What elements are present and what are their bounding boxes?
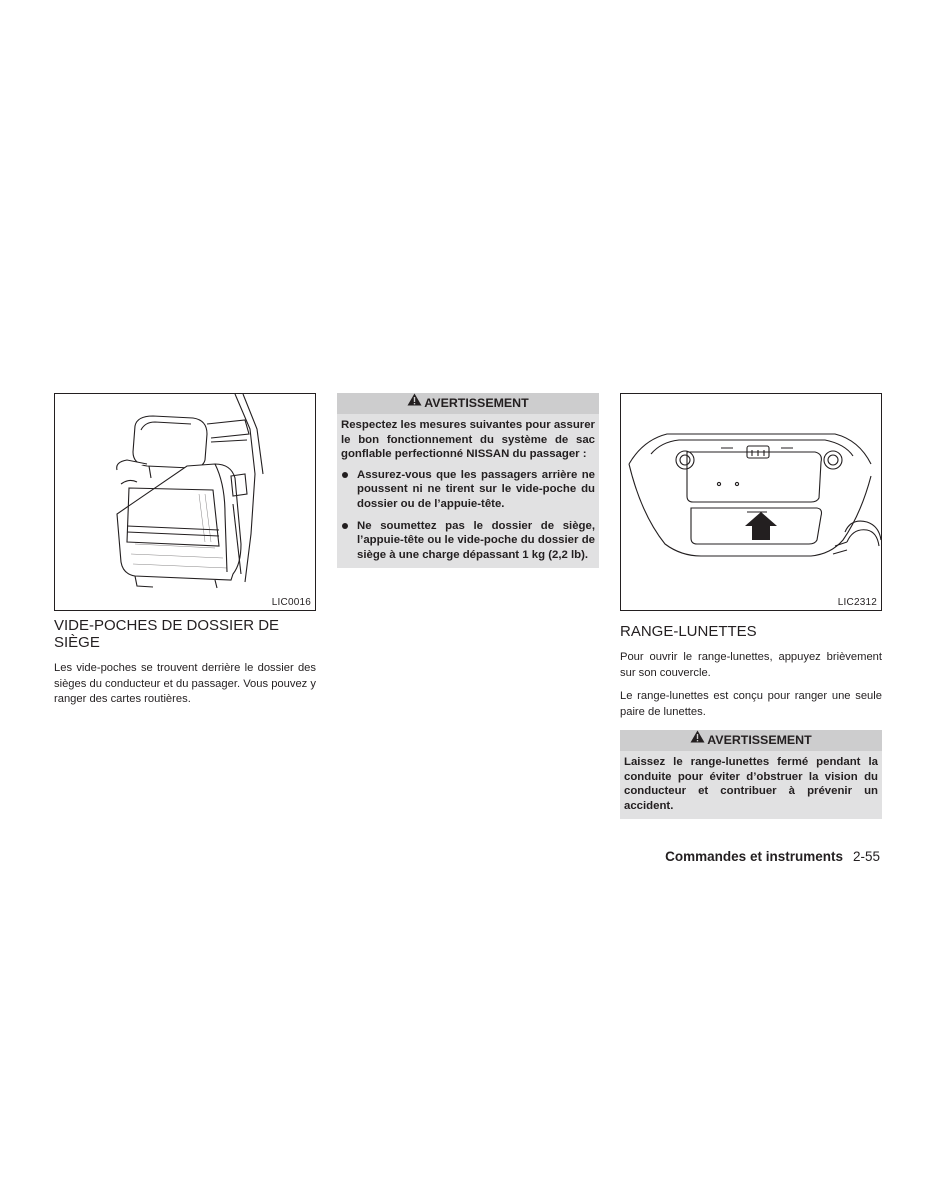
- warning-box: [620, 730, 882, 819]
- bullet-text: Assurez-vous que les passagers arrière ne poussent ni ne tirent sur le vide-poche du dossier ou de l’appuie-tête.: [357, 468, 595, 510]
- push-arrow-icon: [745, 512, 777, 540]
- warning-bullet: [341, 468, 595, 512]
- bullet-text: Ne soumettez pas le dossier de siège, l’appuie-tête ou le vide-poche du dossier de siège à une charge dépassant 1 kg (2,2 lb).: [357, 519, 595, 561]
- warning-body: [620, 751, 882, 819]
- warning-intro: Respectez les mesures suivantes pour assurer le bon fonctionnement du système de sac gonflable perfectionné NISSAN du passager :: [341, 419, 595, 461]
- warning-text: Laissez le range-lunettes fermé pendant la conduite pour éviter d’obstruer la vision du conducteur et contribuer à prévenir un accident.: [624, 756, 878, 812]
- warning-bullet: [341, 519, 595, 563]
- warning-header: [337, 393, 599, 414]
- figure-code: LIC0016: [271, 597, 311, 608]
- seatback-pocket-figure: [54, 393, 316, 611]
- warning-title: AVERTISSEMENT: [707, 733, 812, 747]
- warning-title: AVERTISSEMENT: [424, 396, 529, 410]
- page-number: 2-55: [852, 849, 880, 864]
- warning-body: [337, 414, 599, 568]
- body-paragraph: Les vide-poches se trouvent derrière le dossier des sièges du conducteur et du passager. Vous pouvez y ranger des cartes routières.: [54, 662, 316, 705]
- warning-triangle-icon: [690, 729, 705, 750]
- page-footer: [665, 848, 880, 866]
- body-paragraph: Le range-lunettes est conçu pour ranger une seule paire de lunettes.: [620, 690, 882, 718]
- left-column: [54, 393, 316, 716]
- sunglasses-holder-figure: [620, 393, 882, 611]
- warning-triangle-icon: [407, 392, 422, 413]
- middle-column: [337, 393, 599, 568]
- warning-header: [620, 730, 882, 751]
- bullet-dot: [342, 523, 348, 529]
- seatback-illustration: [55, 394, 315, 610]
- section-heading: RANGE-LUNETTES: [620, 623, 757, 640]
- footer-section-title: Commandes et instruments: [665, 849, 843, 864]
- right-column: [620, 393, 882, 819]
- overhead-console-illustration: [621, 394, 881, 610]
- section-heading: VIDE-POCHES DE DOSSIER DE SIÈGE: [54, 617, 280, 651]
- warning-box: [337, 393, 599, 568]
- bullet-dot: [342, 472, 348, 478]
- body-paragraph: Pour ouvrir le range-lunettes, appuyez brièvement sur son couvercle.: [620, 651, 882, 679]
- figure-code: LIC2312: [837, 597, 877, 608]
